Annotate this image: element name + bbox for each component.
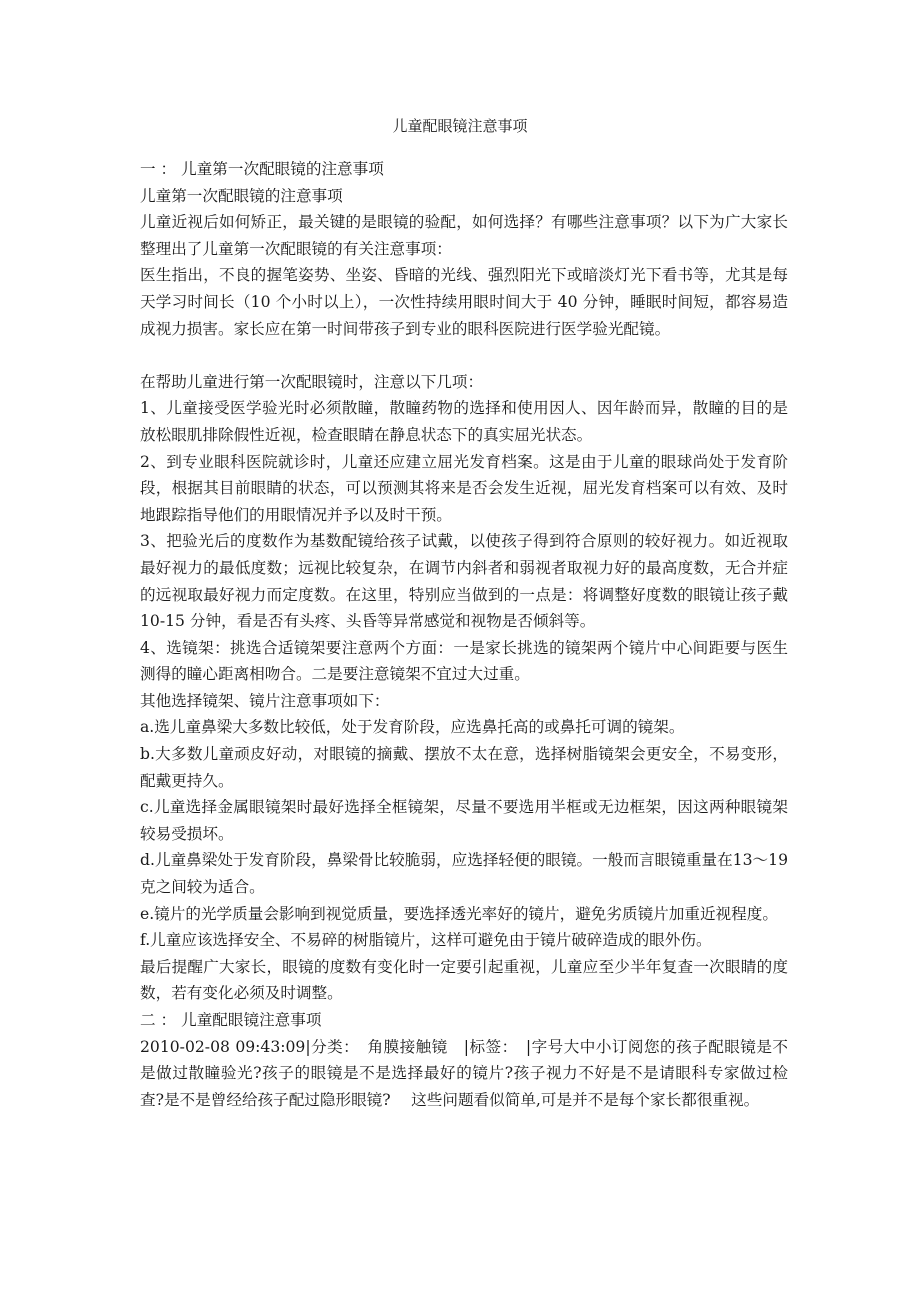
doctor-advice-paragraph: 医生指出，不良的握笔姿势、坐姿、昏暗的光线、强烈阳光下或暗淡灯光下看书等，尤其是每天学习时间长（10 个小时以上），一次性持续用眼时间大于 40 分钟，睡眠时间短，都容易造成视力损害。家长应在第一时间带孩子到专业的眼科医院进行医学验光配镜。 <box>140 266 788 338</box>
blank-line <box>140 342 788 369</box>
document-body <box>140 156 788 1113</box>
reminder-paragraph: 最后提醒广大家长，眼镜的度数有变化时一定要引起重视，儿童应至少半年复查一次眼睛的度数，若有变化必须及时调整。 <box>140 957 788 1003</box>
list-item-3: 3、把验光后的度数作为基数配镜给孩子试戴，以使孩子得到符合原则的较好视力。如近视取最好视力的最低度数；远视比较复杂，在调节内斜者和弱视者取视力好的最高度数，无合并症的远视取最好视力而定度数。在这里，特别应当做到的一点是：将调整好度数的眼镜让孩子戴 10-15 分钟，看是否有头疼、头昏等异常感觉和视物是否倾斜等。 <box>140 532 788 631</box>
list-item-c: c.儿童选择金属眼镜架时最好选择全框镜架，尽量不要选用半框或无边框架，因这两种眼镜架较易受损坏。 <box>140 798 788 843</box>
list-item-b: b.大多数儿童顽皮好动，对眼镜的摘戴、摆放不太在意，选择树脂镜架会更安全，不易变形，配戴更持久。 <box>140 745 788 790</box>
list-item-2: 2、到专业眼科医院就诊时，儿童还应建立屈光发育档案。这是由于儿童的眼球尚处于发育阶段，根据其目前眼睛的状态，可以预测其将来是否会发生近视，屈光发育档案可以有效、及时地跟踪指导他们的用眼情况并予以及时干预。 <box>140 452 788 524</box>
notes-intro: 在帮助儿童进行第一次配眼镜时，注意以下几项： <box>140 372 484 391</box>
intro-paragraph: 儿童近视后如何矫正，最关键的是眼镜的验配，如何选择？有哪些注意事项？以下为广大家长整理出了儿童第一次配眼镜的有关注意事项： <box>140 213 788 258</box>
section-heading-2: 二 ： 儿童配眼镜注意事项 <box>140 1011 322 1029</box>
list-item-a: a.选儿童鼻梁大多数比较低，处于发育阶段，应选鼻托高的或鼻托可调的镜架。 <box>140 718 685 737</box>
list-item-4: 4、选镜架：挑选合适镜架要注意两个方面：一是家长挑选的镜架两个镜片中心间距要与医生测得的瞳心距离相吻合。二是要注意镜架不宜过大过重。 <box>140 638 788 684</box>
list-item-e: e.镜片的光学质量会影响到视觉质量，要选择透光率好的镜片，避免劣质镜片加重近视程度。 <box>140 904 778 923</box>
list-item-d: d.儿童鼻梁处于发育阶段，鼻梁骨比较脆弱，应选择轻便的眼镜。一般而言眼镜重量在13～19 克之间较为适合。 <box>140 851 788 897</box>
list-item-1: 1、儿童接受医学验光时必须散瞳，散瞳药物的选择和使用因人、因年龄而异，散瞳的目的是放松眼肌排除假性近视，检查眼睛在静息状态下的真实屈光状态。 <box>140 399 788 444</box>
section-heading-1: 一 ： 儿童第一次配眼镜的注意事项 <box>140 160 384 178</box>
subheading: 儿童第一次配眼镜的注意事项 <box>140 186 343 205</box>
list-item-f: f.儿童应该选择安全、不易碎的树脂镜片，这样可避免由于镜片破碎造成的眼外伤。 <box>140 931 712 950</box>
document-title: 儿童配眼镜注意事项 <box>392 117 528 135</box>
other-notes-intro: 其他选择镜架、镜片注意事项如下： <box>140 691 390 710</box>
blog-meta-paragraph: 2010-02-08 09:43:09|分类： 角膜接触镜 |标签： |字号大中小订阅您的孩子配眼镜是不是做过散瞳验光?孩子的眼镜是不是选择最好的镜片?孩子视力不好是不是请眼科专家做过检查?是不是曾经给孩子配过隐形眼镜? 这些问题看似简单,可是并不是每个家长都很重视。 <box>140 1037 788 1109</box>
